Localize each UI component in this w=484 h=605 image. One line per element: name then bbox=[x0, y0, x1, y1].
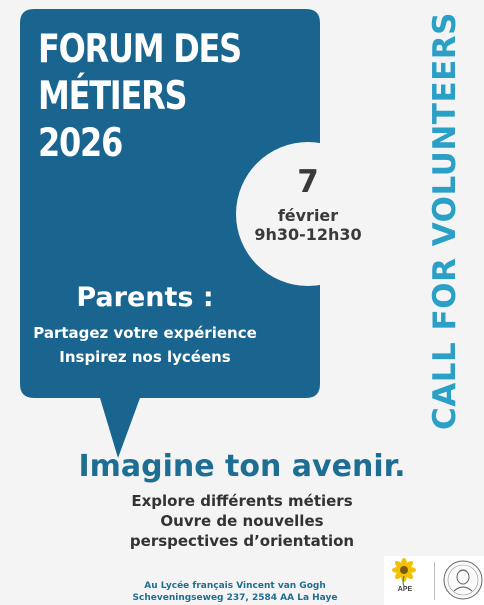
tagline: Imagine ton avenir. bbox=[78, 449, 406, 484]
parents-title: Parents : bbox=[76, 282, 214, 313]
title-line-1: FORUM DES bbox=[38, 27, 241, 72]
parents-line-2: Inspirez nos lycéens bbox=[59, 348, 231, 366]
date-month: février bbox=[277, 206, 339, 225]
event-title bbox=[38, 26, 251, 167]
explore-line-2: Ouvre de nouvelles bbox=[160, 512, 324, 530]
ape-label: APE bbox=[397, 586, 413, 593]
explore-line-3: perspectives d’orientation bbox=[129, 532, 355, 550]
partner-logos bbox=[384, 556, 484, 605]
portrait-seal-icon bbox=[442, 559, 484, 601]
call-for-volunteers: CALL FOR VOLUNTEERS bbox=[427, 12, 463, 430]
title-line-2: MÉTIERS 2026 bbox=[38, 74, 187, 166]
date-time: 9h30-12h30 bbox=[254, 225, 362, 244]
parents-line-1: Partagez votre expérience bbox=[33, 324, 257, 342]
sunflower-icon bbox=[386, 558, 422, 604]
explore-line-1: Explore différents métiers bbox=[131, 492, 353, 510]
date-day: 7 bbox=[297, 164, 319, 200]
address-line-1: Au Lycée français Vincent van Gogh bbox=[144, 581, 326, 591]
logo-divider bbox=[434, 562, 435, 600]
address-line-2: Scheveningseweg 237, 2584 AA La Haye bbox=[132, 593, 338, 603]
